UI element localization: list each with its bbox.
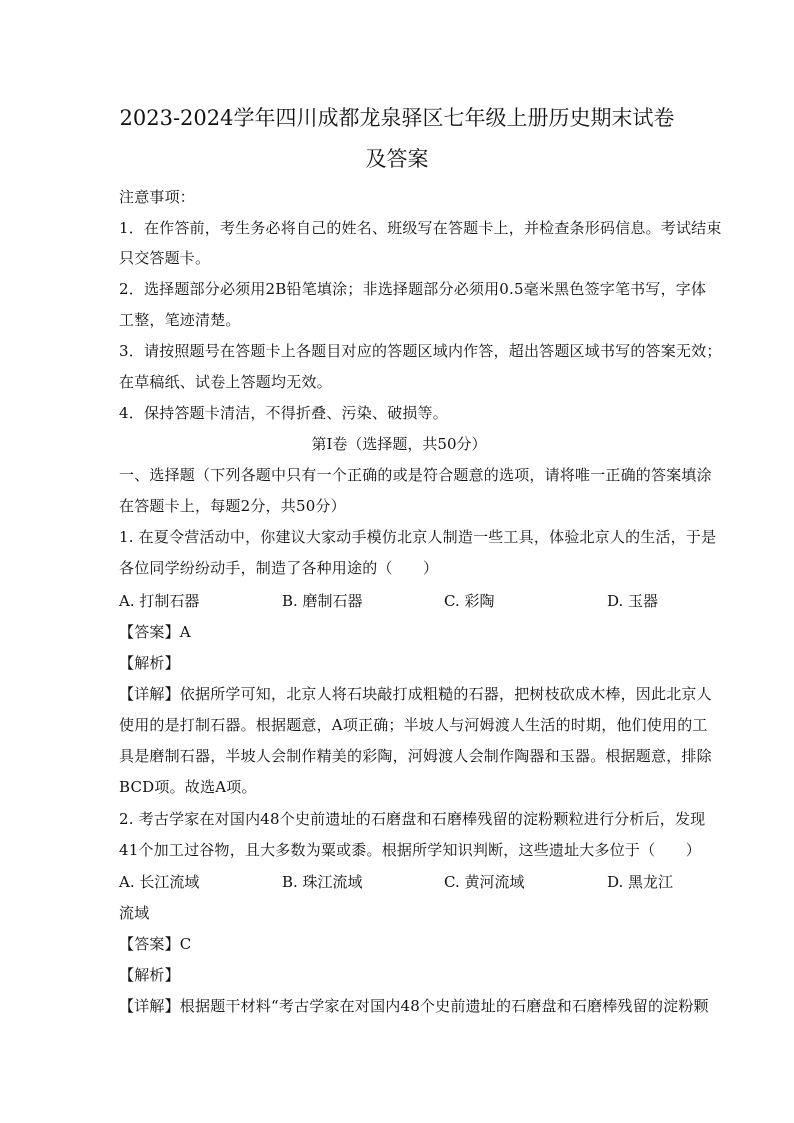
question-1-analysis-heading: 【解析】 <box>119 654 180 672</box>
question-2-option-c: C. 黄河流域 <box>444 873 525 891</box>
question-2-analysis-heading: 【解析】 <box>119 966 180 984</box>
notice-item-4: 4．保持答题卡清洁，不得折叠、污染、破损等。 <box>119 404 448 422</box>
question-2-answer: 【答案】C <box>119 935 192 953</box>
question-2-option-b: B. 珠江流域 <box>282 873 363 891</box>
question-1-detail-line-3: 具是磨制石器，半坡人会制作精美的彩陶，河姆渡人会制作陶器和玉器。根据题意，排除 <box>119 747 712 765</box>
question-2-line-2: 41个加工过谷物，且大多数为粟或黍。根据所学知识判断，这些遗址大多位于（ ） <box>119 841 701 859</box>
section-title: 第Ⅰ卷（选择题，共50分） <box>311 435 487 453</box>
part1-instructions-line-1: 一、选择题（下列各题中只有一个正确的或是符合题意的选项，请将唯一正确的答案填涂 <box>119 466 712 484</box>
document-title-line1: 2023-2024学年四川成都龙泉驿区七年级上册历史期末试卷 <box>119 106 675 130</box>
notice-heading: 注意事项： <box>119 188 196 206</box>
question-1-detail-line-2: 使用的是打制石器。根据题意，A项正确；半坡人与河姆渡人生活的时期，他们使用的工 <box>119 716 708 734</box>
notice-item-2-line-1: 2．选择题部分必须用2B铅笔填涂；非选择题部分必须用0.5毫米黑色签字笔书写，字体 <box>119 280 707 298</box>
question-1-option-a: A. 打制石器 <box>119 592 200 610</box>
question-1-line-2: 各位同学纷纷动手，制造了各种用途的（ ） <box>119 559 439 577</box>
part1-instructions-line-2: 在答题卡上，每题2分，共50分） <box>119 497 346 515</box>
notice-item-1-line-1: 1．在作答前，考生务必将自己的姓名、班级写在答题卡上，并检查条形码信息。考试结束 <box>119 219 722 237</box>
notice-item-1-line-2: 只交答题卡。 <box>119 249 211 267</box>
question-1-option-d: D. 玉器 <box>607 592 659 610</box>
question-2-option-d-wrap: 流域 <box>119 904 150 922</box>
notice-item-3-line-2: 在草稿纸、试卷上答题均无效。 <box>119 373 332 391</box>
document-title-line2: 及答案 <box>365 147 429 171</box>
notice-item-3-line-1: 3．请按照题号在答题卡上各题目对应的答题区域内作答，超出答题区域书写的答案无效； <box>119 342 722 360</box>
question-2-option-a: A. 长江流域 <box>119 873 200 891</box>
question-1-detail-line-1: 【详解】依据所学可知，北京人将石块敲打成粗糙的石器，把树枝砍成木棒，因此北京人 <box>119 685 712 703</box>
question-2-detail-line-1: 【详解】根据题干材料“考古学家在对国内48个史前遗址的石磨盘和石磨棒残留的淀粉颗 <box>119 997 709 1015</box>
question-1-option-c: C. 彩陶 <box>444 592 495 610</box>
question-2-option-d: D. 黑龙江 <box>607 873 674 891</box>
question-1-option-b: B. 磨制石器 <box>282 592 363 610</box>
question-1-line-1: 1. 在夏令营活动中，你建议大家动手模仿北京人制造一些工具，体验北京人的生活，于是 <box>119 528 717 546</box>
question-1-detail-line-4: BCD项。故选A项。 <box>119 778 257 796</box>
question-1-answer: 【答案】A <box>119 623 191 641</box>
notice-item-2-line-2: 工整，笔迹清楚。 <box>119 311 241 329</box>
question-2-line-1: 2. 考古学家在对国内48个史前遗址的石磨盘和石磨棒残留的淀粉颗粒进行分析后，发现 <box>119 810 706 828</box>
